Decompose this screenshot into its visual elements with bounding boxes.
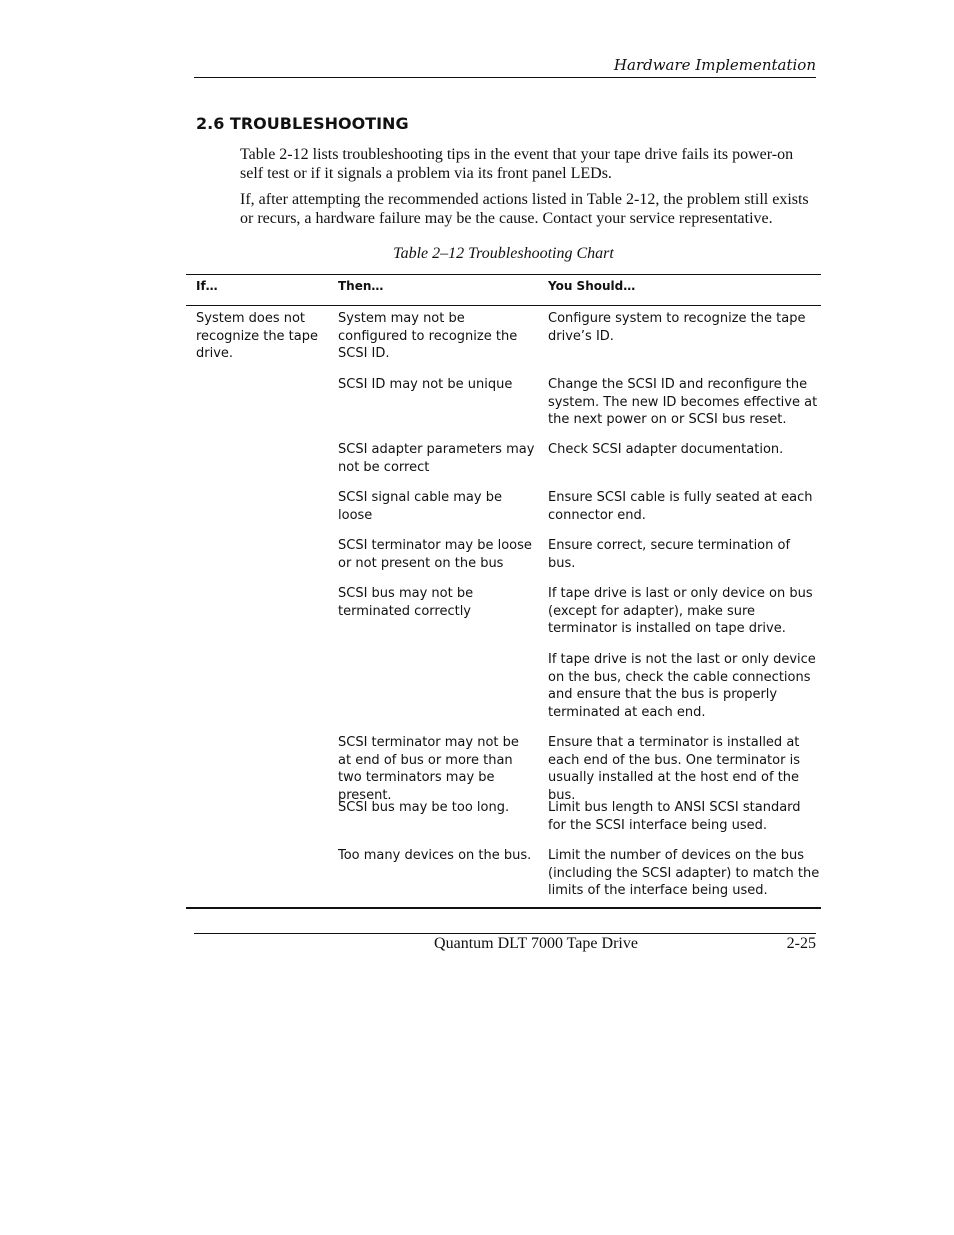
then-cell: SCSI terminator may be loose or not present on the bus: [338, 538, 532, 571]
column-header-if: If…: [196, 279, 218, 293]
then-cell: SCSI terminator may not be at end of bus or more than two terminators may be present.: [338, 735, 519, 803]
should-cell: Configure system to recognize the tape drive’s ID.: [548, 311, 806, 344]
then-cell: SCSI signal cable may be loose: [338, 490, 502, 523]
footer-title: Quantum DLT 7000 Tape Drive: [434, 935, 638, 952]
should-cell: If tape drive is not the last or only device on the bus, check the cable connections and ensure that the bus is properly terminated at each end.: [548, 652, 816, 720]
table-caption: Table 2–12 Troubleshooting Chart: [393, 245, 614, 262]
should-cell: Change the SCSI ID and reconfigure the system. The new ID becomes effective at the next power on or SCSI bus reset.: [548, 377, 818, 427]
support-paragraph: If, after attempting the recommended actions listed in Table 2-12, the problem still exists or recurs, a hardware failure may be the cause. Contact your service representative.: [240, 191, 809, 227]
page-number: 2-25: [786, 935, 816, 952]
should-cell: If tape drive is last or only device on bus (except for adapter), make sure terminator is installed on tape drive.: [548, 586, 813, 636]
should-cell: Ensure correct, secure termination of bus.: [548, 538, 791, 571]
then-cell: SCSI ID may not be unique: [338, 377, 513, 392]
running-head: Hardware Implementation: [194, 56, 816, 78]
table-top-rule: [186, 274, 821, 275]
table-header-rule: [186, 305, 821, 306]
footer-rule: [194, 933, 816, 934]
should-cell: Limit the number of devices on the bus (including the SCSI adapter) to match the limits of the interface being used.: [548, 848, 820, 898]
then-cell: SCSI adapter parameters may not be correct: [338, 442, 535, 475]
column-header-then: Then…: [338, 279, 384, 293]
should-cell: Ensure that a terminator is installed at each end of the bus. One terminator is usually installed at the host end of the bus.: [548, 735, 800, 803]
column-header-you-should: You Should…: [548, 279, 636, 293]
then-cell: SCSI bus may be too long.: [338, 800, 510, 815]
section-heading: 2.6 TROUBLESHOOTING: [196, 114, 409, 133]
then-cell: SCSI bus may not be terminated correctly: [338, 586, 474, 619]
should-cell: Limit bus length to ANSI SCSI standard for the SCSI interface being used.: [548, 800, 801, 833]
should-cell: Ensure SCSI cable is fully seated at each connector end.: [548, 490, 813, 523]
if-cell: System does not recognize the tape drive.: [196, 311, 318, 361]
intro-paragraph: Table 2-12 lists troubleshooting tips in the event that your tape drive fails its power-on self test or if it signals a problem via its front panel LEDs.: [240, 146, 794, 182]
table-bottom-rule: [186, 907, 821, 909]
then-cell: System may not be configured to recognize the SCSI ID.: [338, 311, 518, 361]
then-cell: Too many devices on the bus.: [338, 848, 532, 863]
should-cell: Check SCSI adapter documentation.: [548, 442, 784, 457]
